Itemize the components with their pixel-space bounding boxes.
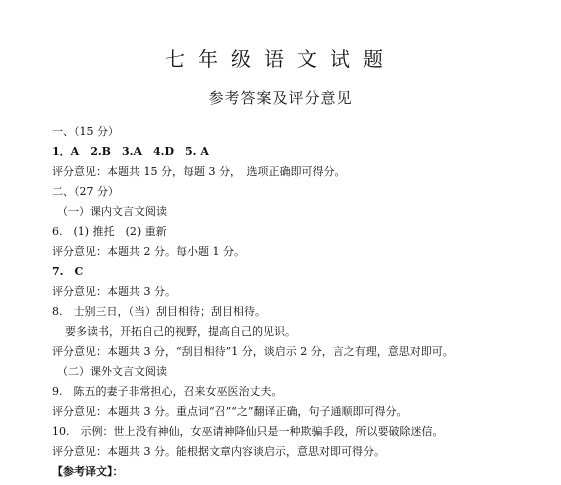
section-two-heading: 二、（27 分） (52, 185, 119, 198)
answer-q7: 7. C (52, 265, 84, 278)
scoring-note-q7: 评分意见：本题共 3 分。 (52, 285, 176, 298)
scoring-note-q8: 评分意见：本题共 3 分，“刮目相待”1 分，谈启示 2 分，言之有理，意思对即可。 (52, 345, 454, 358)
scoring-note-q9: 评分意见：本题共 3 分。重点词“召”“之”翻译正确，句子通顺即可得分。 (52, 405, 408, 418)
subsection-classical-in-class: （一）课内文言文阅读 (57, 205, 167, 218)
subsection-classical-extracurricular: （二）课外文言文阅读 (57, 365, 167, 378)
reference-translation-heading: 【参考译文】： (52, 465, 124, 478)
answer-q8: 8. 士别三日，（当）刮目相待；刮目相待。 (52, 305, 266, 318)
scoring-note-q10: 评分意见：本题共 3 分。能根据文章内容谈启示，意思对即可得分。 (52, 445, 385, 458)
answer-q9: 9. 陈五的妻子非常担心，召来女巫医治丈夫。 (52, 385, 283, 398)
answer-q10: 10. 示例：世上没有神仙，女巫请神降仙只是一种欺骗手段，所以要破除迷信。 (52, 425, 444, 438)
page-title: 七年级语文试题 (165, 47, 396, 71)
page-subtitle: 参考答案及评分意见 (208, 89, 353, 107)
scoring-note-q1-5: 评分意见：本题共 15 分，每题 3 分， 选项正确即可得分。 (52, 165, 346, 178)
answer-q6: 6. (1) 推托 (2) 重新 (52, 225, 167, 238)
section-one-heading: 一、（15 分） (52, 125, 119, 138)
answers-q1-5: 1．A 2.B 3.A 4.D 5. A (52, 145, 209, 158)
scoring-note-q6: 评分意见：本题共 2 分。每小题 1 分。 (52, 245, 245, 258)
answer-q8-continued: 要多读书，开拓自己的视野，提高自己的见识。 (65, 325, 296, 338)
